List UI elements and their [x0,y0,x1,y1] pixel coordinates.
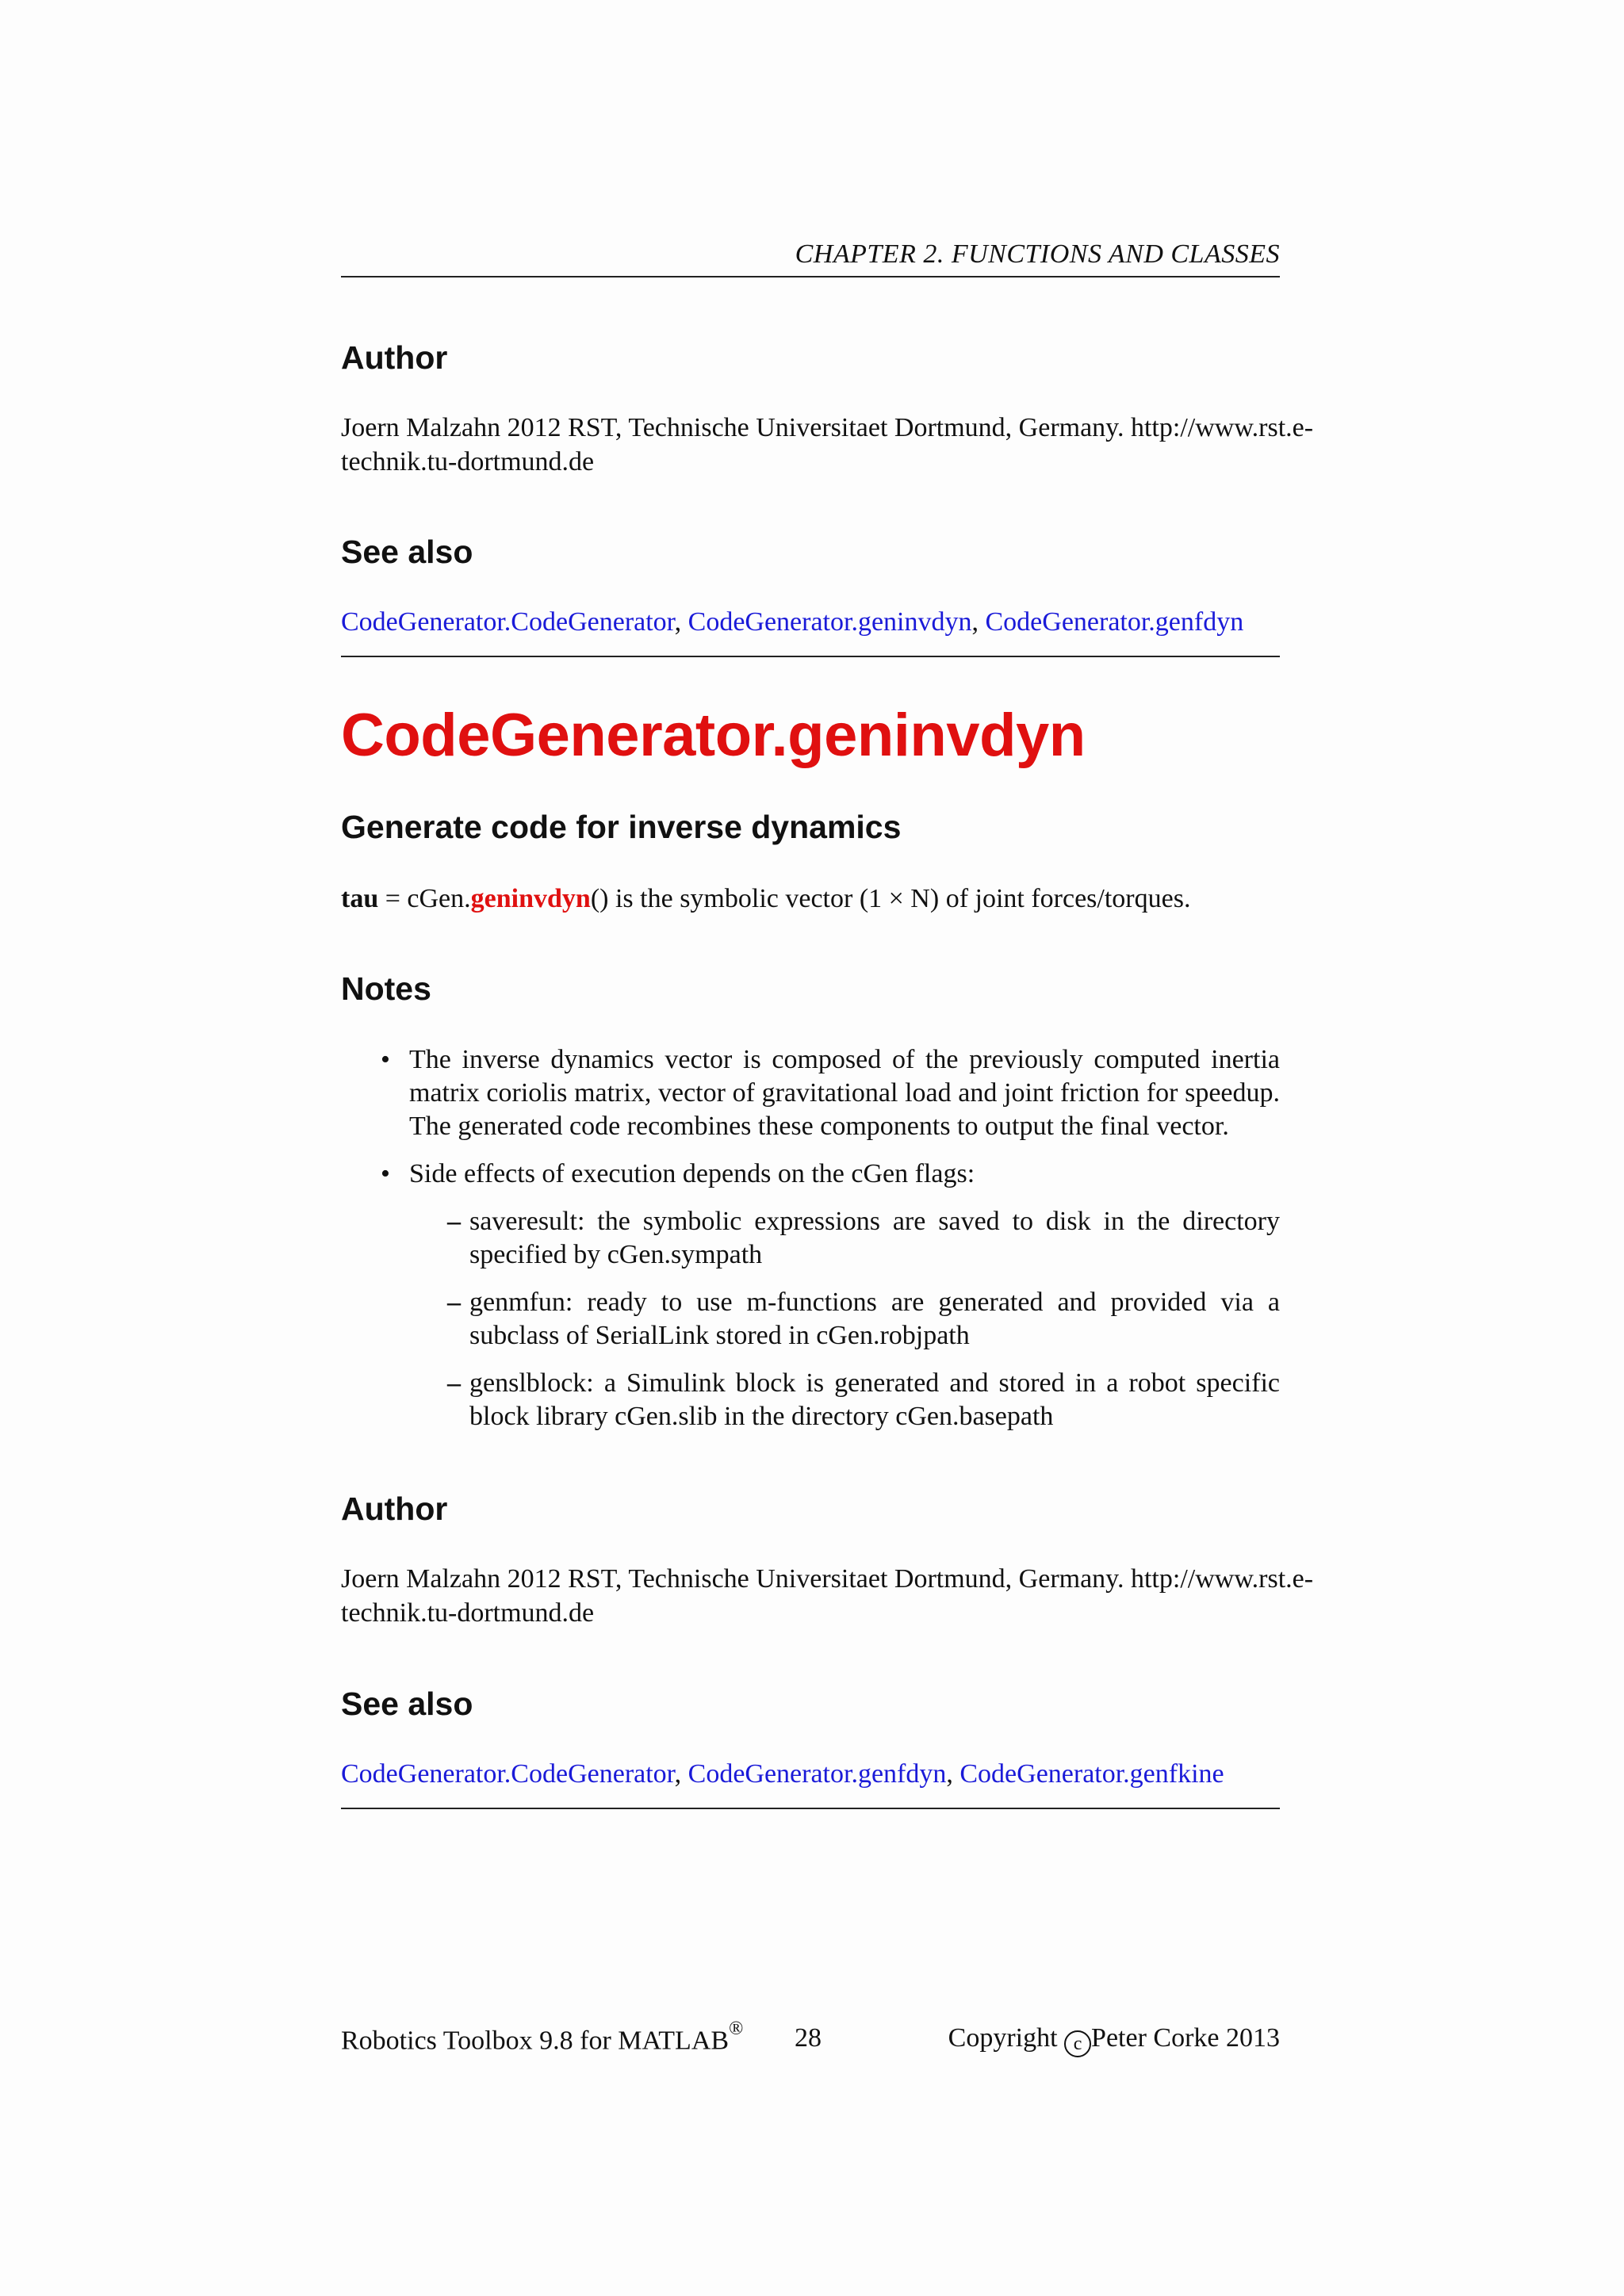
entry-author-text-line-1: Joern Malzahn 2012 RST, Technische Universitaet Dortmund, Germany. http://www.rst.e- [341,1564,1314,1594]
footer-copyright [948,2023,1280,2057]
usage-line [341,882,1190,916]
entry-title: CodeGenerator.geninvdyn [341,702,1086,769]
footer-title [341,2019,744,2056]
note-text: The inverse dynamics vector is composed of the previously computed inertia matrix coriolis matrix, vector of gravitational load and joint friction for speedup. The generated code recombines these components to output the final vector. [409,1045,1280,1141]
dash-icon: – [447,1288,461,1317]
usage-description: () is the symbolic vector (1 × N) of joint forces/torques. [590,884,1191,913]
see-also-link-codegenerator[interactable]: CodeGenerator.CodeGenerator [341,607,675,637]
running-head: CHAPTER 2. FUNCTIONS AND CLASSES [341,239,1280,277]
sub-note-text: genmfun: ready to use m-functions are generated and provided via a subclass of SerialLink stored in cGen.robjpath [469,1288,1280,1350]
note-item [341,1043,1280,1143]
usage-output: tau [341,884,379,913]
bullet-icon: • [381,1045,390,1074]
see-also-link-genfdyn[interactable]: CodeGenerator.genfdyn [985,607,1244,637]
notes-heading: Notes [341,970,431,1007]
see-also-link-codegenerator[interactable]: CodeGenerator.CodeGenerator [341,1759,675,1789]
section-divider [341,656,1280,657]
page-number: 28 [795,2023,822,2053]
author-text-line-1: Joern Malzahn 2012 RST, Technische Universitaet Dortmund, Germany. http://www.rst.e- [341,413,1314,442]
dash-icon: – [447,1207,461,1236]
footer-title-text: Robotics Toolbox 9.8 for MATLAB [341,2026,730,2056]
usage-call-prefix: = cGen. [378,884,471,913]
author-heading: Author [341,339,448,376]
author-text-line-2: technik.tu-dortmund.de [341,447,595,476]
dash-icon: – [447,1368,461,1398]
registered-mark: ® [729,2019,744,2039]
see-also-links: CodeGenerator.CodeGenerator, CodeGenerator.geninvdyn, CodeGenerator.genfdyn [341,607,1244,637]
see-also-link-genfkine[interactable]: CodeGenerator.genfkine [959,1759,1224,1789]
entry-author-heading: Author [341,1490,448,1527]
notes-list [341,1043,1280,1448]
author-text [341,411,1316,479]
sub-note-item [349,1286,1280,1353]
sub-note-text: saveresult: the symbolic expressions are saved to disk in the directory specified by cGen.sympath [469,1207,1280,1269]
bullet-icon: • [381,1159,390,1188]
entry-divider [341,1808,1280,1809]
sub-note-item [349,1205,1280,1272]
see-also-link-genfdyn[interactable]: CodeGenerator.genfdyn [688,1759,947,1789]
see-also-link-geninvdyn[interactable]: CodeGenerator.geninvdyn [688,607,972,637]
copyright-holder: Peter Corke 2013 [1091,2023,1280,2053]
copyright-prefix: Copyright [948,2023,1065,2053]
sub-note-item [349,1367,1280,1433]
sub-notes-list [409,1205,1280,1433]
entry-see-also-links: CodeGenerator.CodeGenerator, CodeGenerator.genfdyn, CodeGenerator.genfkine [341,1759,1224,1789]
note-text: Side effects of execution depends on the cGen flags: [409,1159,975,1188]
entry-author-text [341,1562,1316,1630]
entry-see-also-heading: See also [341,1686,473,1722]
entry-author-text-line-2: technik.tu-dortmund.de [341,1598,595,1628]
entry-subtitle: Generate code for inverse dynamics [341,809,902,845]
sub-note-text: genslblock: a Simulink block is generated and stored in a robot specific block library cGen.slib in the directory cGen.basepath [469,1368,1280,1431]
copyright-icon: c [1064,2030,1091,2057]
usage-function-name: geninvdyn [470,884,591,913]
see-also-heading: See also [341,534,473,570]
note-item [341,1158,1280,1433]
